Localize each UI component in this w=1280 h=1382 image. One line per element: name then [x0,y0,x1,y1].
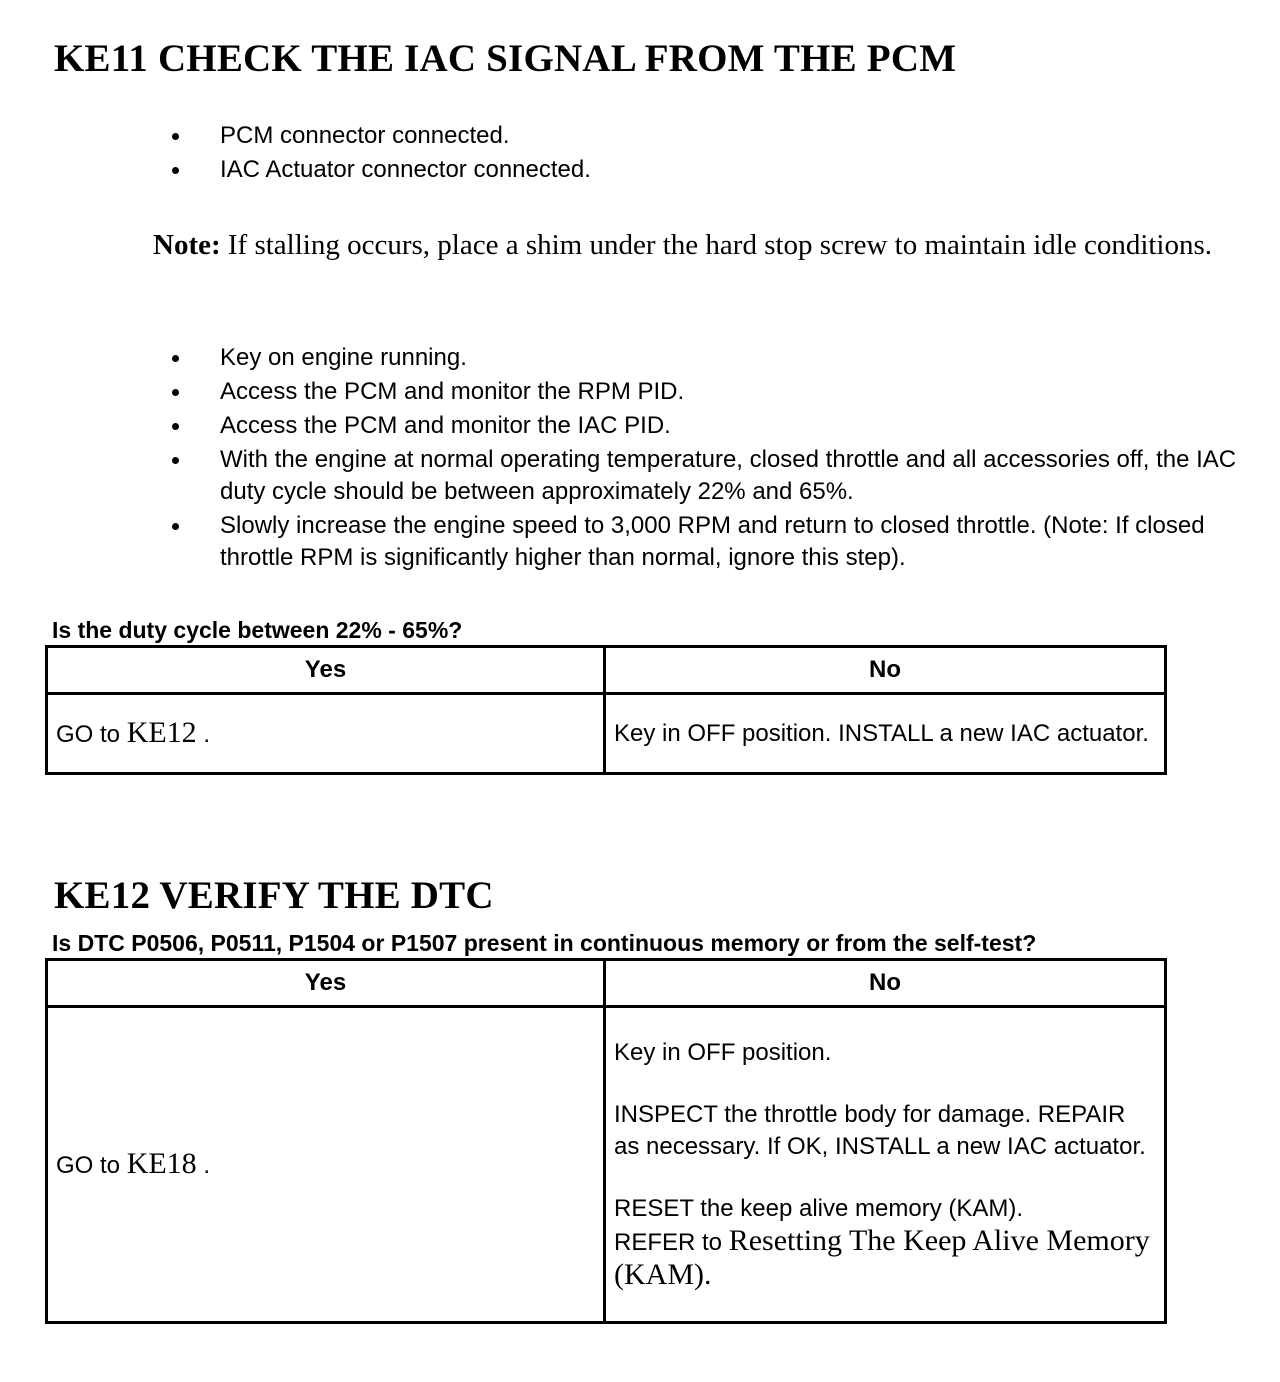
resetting-kam-link[interactable]: Resetting The Keep Alive Memory (KAM) [614,1223,1150,1291]
bullet-icon [172,423,179,430]
ke12-decision-table [45,958,1167,1324]
bullet-icon [172,167,179,174]
table-row [47,1007,1166,1323]
list-item: Slowly increase the engine speed to 3,000 RPM and return to closed throttle. (Note: If closed throttle RPM is significantly higher than normal, ignore this step). [170,510,1260,574]
ke11-question: Is the duty cycle between 22% - 65%? [52,617,463,643]
no-cell: Key in OFF position. INSTALL a new IAC actuator. [605,694,1166,774]
ke12-link[interactable]: KE12 [126,715,197,749]
table-header-row [47,960,1166,1007]
no-header: No [605,647,1166,694]
bullet-icon [172,389,179,396]
table-header-row [47,647,1166,694]
ke18-link[interactable]: KE18 [126,1146,197,1180]
ke11-conditions-list [170,120,1260,188]
no-cell [605,1007,1166,1323]
yes-cell: GO to KE12 . [47,694,605,774]
list-item: PCM connector connected. [170,120,1260,152]
table-row [47,694,1166,774]
list-item: IAC Actuator connector connected. [170,154,1260,186]
no-header: No [605,960,1166,1007]
bullet-icon [172,133,179,140]
ke11-decision-table [45,645,1167,775]
ke12-question: Is DTC P0506, P0511, P1504 or P1507 present in continuous memory or from the self-test? [52,930,1037,956]
ke11-title: KE11 CHECK THE IAC SIGNAL FROM THE PCM [54,37,957,80]
ke11-note [153,226,1233,265]
no-step-3: RESET the keep alive memory (KAM). REFER to Resetting The Keep Alive Memory (KAM). [614,1194,1150,1291]
bullet-icon [172,457,179,464]
ke11-steps-list [170,342,1260,576]
yes-header: Yes [47,647,605,694]
ke12-title: KE12 VERIFY THE DTC [54,874,494,917]
list-item: Key on engine running. [170,342,1260,374]
no-step-2: INSPECT the throttle body for damage. REPAIR as necessary. If OK, INSTALL a new IAC actuator. [614,1100,1146,1160]
yes-cell: GO to KE18 . [47,1007,605,1323]
bullet-icon [172,523,179,530]
list-item: With the engine at normal operating temperature, closed throttle and all accessories off, the IAC duty cycle should be between approximately 22% and 65%. [170,444,1260,508]
note-text: If stalling occurs, place a shim under the hard stop screw to maintain idle conditions. [220,229,1213,261]
list-item: Access the PCM and monitor the IAC PID. [170,410,1260,442]
yes-header: Yes [47,960,605,1007]
bullet-icon [172,355,179,362]
list-item: Access the PCM and monitor the RPM PID. [170,376,1260,408]
note-label: Note: [153,229,221,261]
no-step-1: Key in OFF position. [614,1038,832,1066]
